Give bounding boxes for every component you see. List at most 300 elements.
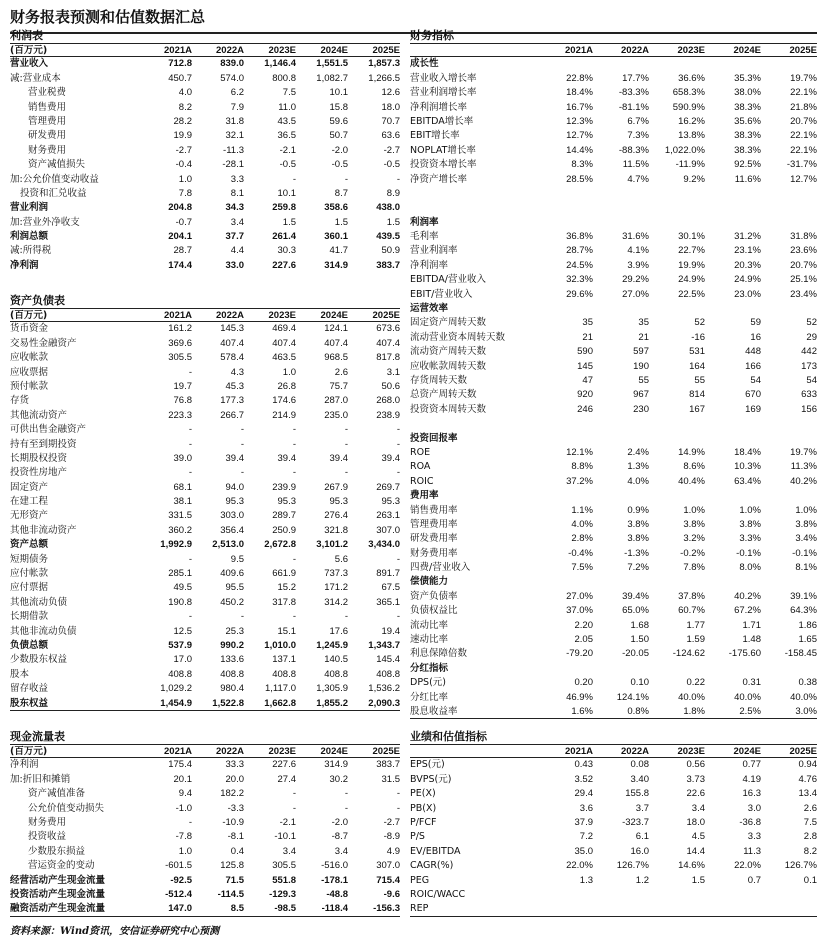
row-value bbox=[537, 489, 593, 503]
header-unit-label bbox=[410, 44, 537, 56]
header-year: 2024E bbox=[320, 310, 348, 321]
row-label: 应付帐款 bbox=[10, 568, 49, 580]
header-year: 2022A bbox=[621, 746, 649, 757]
row-value: 11.0 bbox=[278, 101, 296, 113]
row-value: 2.6 bbox=[803, 802, 817, 814]
row-label: 股息收益率 bbox=[410, 705, 458, 717]
row-label: EBIT增长率 bbox=[410, 130, 460, 142]
row-value: 67.5 bbox=[381, 582, 400, 594]
row-value: 164 bbox=[689, 360, 705, 372]
row-value: 314.9 bbox=[324, 259, 348, 271]
row-value bbox=[649, 902, 705, 915]
row-value bbox=[649, 216, 705, 230]
row-label: 营运资金的变动 bbox=[28, 860, 95, 872]
row-value: 11.5% bbox=[622, 159, 649, 171]
row-value: 0.08 bbox=[630, 759, 649, 771]
row-value: -114.5 bbox=[217, 888, 244, 900]
header-year: 2025E bbox=[789, 746, 817, 757]
table-row bbox=[410, 662, 817, 676]
row-value: - bbox=[396, 788, 400, 800]
row-value: 4.3 bbox=[230, 366, 244, 378]
table-row bbox=[10, 394, 400, 408]
row-value: 174.6 bbox=[272, 395, 296, 407]
row-label: 股本 bbox=[10, 668, 30, 680]
row-value: 12.6 bbox=[381, 87, 400, 99]
row-value: 41.7 bbox=[329, 245, 348, 257]
row-value: 407.4 bbox=[376, 337, 400, 349]
row-value: -3.3 bbox=[227, 802, 244, 814]
row-label: 负债总额 bbox=[10, 639, 49, 651]
header-year: 2021A bbox=[565, 746, 593, 757]
row-value: 60.7% bbox=[678, 605, 705, 617]
row-value: 658.3% bbox=[672, 87, 705, 99]
row-value: 4.4 bbox=[230, 245, 244, 257]
table-row bbox=[10, 144, 400, 158]
table-row bbox=[10, 409, 400, 423]
row-value: 22.1% bbox=[790, 87, 817, 99]
row-value: - bbox=[344, 438, 348, 450]
row-label: 分红比率 bbox=[410, 691, 449, 703]
row-value: 737.3 bbox=[324, 568, 348, 580]
row-label: 毛利率 bbox=[410, 231, 439, 243]
row-value: - bbox=[188, 553, 192, 565]
row-value: 305.5 bbox=[168, 352, 192, 364]
row-value bbox=[705, 902, 761, 915]
row-label: 流动营业资本周转天数 bbox=[410, 331, 506, 343]
row-value: 29.6% bbox=[566, 288, 593, 300]
row-label: 其他非流动资产 bbox=[10, 524, 77, 536]
row-value: 28.7 bbox=[173, 245, 192, 257]
row-value bbox=[537, 575, 593, 589]
row-value: 169 bbox=[745, 403, 761, 415]
row-value: -8.7 bbox=[331, 831, 348, 843]
row-value: 155.8 bbox=[625, 788, 649, 800]
row-value: 59.6 bbox=[329, 115, 348, 127]
row-label: 营业利润 bbox=[10, 202, 49, 214]
row-value: -11.9% bbox=[675, 159, 705, 171]
row-label: 管理费用率 bbox=[410, 518, 458, 530]
table-row bbox=[10, 187, 400, 201]
row-value: 20.1 bbox=[173, 773, 192, 785]
row-value: 12.1% bbox=[566, 446, 593, 458]
table-row bbox=[410, 859, 817, 873]
row-label: 四费/营业收入 bbox=[410, 562, 471, 574]
row-value: 22.0% bbox=[566, 860, 593, 872]
table-row bbox=[410, 201, 817, 215]
row-value: -2.7 bbox=[383, 816, 400, 828]
row-value: 12.7% bbox=[566, 130, 593, 142]
row-value: 37.7 bbox=[225, 231, 244, 243]
row-value: 37.2% bbox=[566, 475, 593, 487]
row-value bbox=[705, 216, 761, 230]
row-value bbox=[705, 888, 761, 902]
row-value: - bbox=[292, 424, 296, 436]
cashflow-title: 现金流量表 bbox=[10, 730, 65, 743]
row-value: 238.9 bbox=[376, 409, 400, 421]
row-value: -92.5 bbox=[170, 874, 192, 886]
table-row bbox=[410, 403, 817, 417]
row-value: - bbox=[344, 173, 348, 185]
row-label: 投资回报率 bbox=[410, 432, 458, 444]
row-value: - bbox=[344, 788, 348, 800]
row-value: -2.1 bbox=[279, 144, 296, 156]
header-year: 2023E bbox=[677, 746, 705, 757]
table-row bbox=[10, 668, 400, 682]
row-value: 1.5 bbox=[386, 216, 400, 228]
row-value: 268.0 bbox=[376, 395, 400, 407]
row-value: 408.8 bbox=[272, 668, 296, 680]
table-row bbox=[10, 596, 400, 610]
header-year: 2024E bbox=[320, 45, 348, 56]
table-row bbox=[10, 845, 400, 859]
row-value: 1.71 bbox=[742, 619, 761, 631]
row-value: 407.4 bbox=[324, 337, 348, 349]
row-value: 3.0% bbox=[795, 705, 817, 717]
row-label: 利润总额 bbox=[10, 231, 49, 243]
row-value: 95.3 bbox=[381, 496, 400, 508]
table-row bbox=[410, 691, 817, 705]
row-value: -98.5 bbox=[274, 903, 296, 915]
row-value: 156 bbox=[801, 403, 817, 415]
row-label: ROIC/WACC bbox=[410, 888, 466, 900]
row-value bbox=[761, 432, 817, 446]
row-value: 23.1% bbox=[734, 245, 761, 257]
row-value: 407.4 bbox=[220, 337, 244, 349]
row-value: -20.05 bbox=[622, 648, 649, 660]
row-value: 267.9 bbox=[324, 481, 348, 493]
row-value: 16 bbox=[750, 331, 761, 343]
row-value: 314.2 bbox=[324, 596, 348, 608]
row-label: PEG bbox=[410, 874, 430, 886]
row-value: -156.3 bbox=[373, 903, 400, 915]
row-value: -8.9 bbox=[383, 831, 400, 843]
header-year: 2024E bbox=[733, 746, 761, 757]
row-value bbox=[649, 57, 705, 71]
row-label: ROIC bbox=[410, 475, 434, 487]
row-value: 1.1% bbox=[571, 504, 593, 516]
row-label: ROE bbox=[410, 446, 431, 458]
row-value: 37.8% bbox=[678, 590, 705, 602]
row-value: 52 bbox=[694, 317, 705, 329]
header-year: 2024E bbox=[320, 746, 348, 757]
row-value: 32.1 bbox=[225, 130, 244, 142]
row-value bbox=[537, 302, 593, 316]
row-label: 公允价值变动损失 bbox=[28, 802, 105, 814]
header-year: 2024E bbox=[733, 45, 761, 56]
row-value bbox=[537, 216, 593, 230]
row-label: 减:所得税 bbox=[10, 245, 52, 257]
row-value bbox=[705, 489, 761, 503]
row-label: 股东权益 bbox=[10, 697, 49, 709]
row-value: 14.9% bbox=[678, 446, 705, 458]
row-label: 营业收入增长率 bbox=[410, 72, 477, 84]
row-value: 4.0% bbox=[627, 475, 649, 487]
row-value: 4.1% bbox=[627, 245, 649, 257]
row-value: 190.8 bbox=[168, 596, 192, 608]
row-value bbox=[593, 902, 649, 915]
table-row bbox=[10, 581, 400, 595]
table-row bbox=[410, 316, 817, 330]
table-row bbox=[10, 72, 400, 86]
table-row bbox=[410, 417, 817, 431]
row-value: 204.8 bbox=[168, 202, 192, 214]
row-value: 356.4 bbox=[220, 524, 244, 536]
header-unit-label: (百万元) bbox=[10, 45, 48, 56]
row-label: 资产减值损失 bbox=[28, 159, 86, 171]
row-value: -83.3% bbox=[618, 87, 649, 99]
row-value: 167 bbox=[689, 403, 705, 415]
row-value bbox=[705, 662, 761, 676]
page-title: 财务报表预测和估值数据汇总 bbox=[10, 6, 817, 34]
row-value: 65.0% bbox=[622, 605, 649, 617]
row-value: 33.3 bbox=[225, 759, 244, 771]
row-value: 7.2% bbox=[627, 562, 649, 574]
row-value: 3.3% bbox=[739, 533, 761, 545]
table-row bbox=[410, 773, 817, 787]
valuation-title: 业绩和估值指标 bbox=[410, 730, 487, 743]
row-value: -2.0 bbox=[331, 144, 348, 156]
row-value: 17.7% bbox=[622, 72, 649, 84]
row-label: 固定资产周转天数 bbox=[410, 317, 487, 329]
row-value: 1.0 bbox=[282, 366, 296, 378]
table-row bbox=[410, 518, 817, 532]
table-row bbox=[410, 57, 817, 71]
row-value: -88.3% bbox=[618, 144, 649, 156]
row-value: -178.1 bbox=[321, 874, 348, 886]
row-value: 2.8% bbox=[571, 533, 593, 545]
row-value: 95.3 bbox=[329, 496, 348, 508]
row-value: 7.5% bbox=[571, 562, 593, 574]
table-row bbox=[10, 129, 400, 143]
row-label: 投资和汇兑收益 bbox=[20, 187, 87, 199]
row-label: CAGR(%) bbox=[410, 860, 454, 872]
row-value: 124.1% bbox=[616, 691, 649, 703]
row-value: 19.7 bbox=[173, 380, 192, 392]
row-value: 16.7% bbox=[566, 101, 593, 113]
row-value: 7.5 bbox=[803, 816, 817, 828]
row-value: 2.4% bbox=[627, 446, 649, 458]
table-row bbox=[10, 830, 400, 844]
row-label: 持有至到期投资 bbox=[10, 438, 77, 450]
row-value: 307.0 bbox=[376, 860, 400, 872]
row-value: 239.9 bbox=[272, 481, 296, 493]
row-value: 314.9 bbox=[324, 759, 348, 771]
row-value: 126.7% bbox=[784, 860, 817, 872]
row-value: 968.5 bbox=[324, 352, 348, 364]
table-row bbox=[10, 682, 400, 696]
row-value: 40.2% bbox=[734, 590, 761, 602]
row-value: 450.2 bbox=[220, 596, 244, 608]
row-value bbox=[593, 187, 649, 201]
row-value: 661.9 bbox=[272, 568, 296, 580]
row-value: 4.76 bbox=[798, 773, 817, 785]
table-row bbox=[10, 538, 400, 552]
row-value: 2.20 bbox=[574, 619, 593, 631]
row-label: BVPS(元) bbox=[410, 773, 452, 785]
row-value: 26.8 bbox=[277, 380, 296, 392]
indicators-rows bbox=[410, 57, 817, 719]
row-value: 0.4 bbox=[230, 845, 244, 857]
row-label: 营业利润率 bbox=[410, 245, 458, 257]
row-value: 3.3 bbox=[230, 173, 244, 185]
row-label: 资产负债率 bbox=[410, 590, 458, 602]
row-value: 38.3% bbox=[734, 130, 761, 142]
row-value: 67.2% bbox=[734, 605, 761, 617]
row-value: 21 bbox=[582, 331, 593, 343]
row-value: -0.4% bbox=[568, 547, 593, 559]
row-value: - bbox=[292, 788, 296, 800]
table-row bbox=[10, 466, 400, 480]
row-label: 财务费用 bbox=[28, 144, 67, 156]
row-value: 1,029.2 bbox=[160, 683, 192, 695]
row-value: -118.4 bbox=[321, 903, 348, 915]
row-value: 10.1 bbox=[329, 87, 348, 99]
row-label: 固定资产 bbox=[10, 481, 49, 493]
row-value bbox=[705, 432, 761, 446]
row-value: 597 bbox=[633, 346, 649, 358]
row-value: 17.6 bbox=[329, 625, 348, 637]
table-row bbox=[10, 259, 400, 273]
row-value: 24.5% bbox=[566, 259, 593, 271]
row-value: - bbox=[396, 424, 400, 436]
table-row bbox=[10, 874, 400, 888]
header-year: 2022A bbox=[216, 746, 244, 757]
table-row bbox=[410, 547, 817, 561]
row-value: 439.5 bbox=[376, 231, 400, 243]
row-value: 365.1 bbox=[376, 596, 400, 608]
row-value: - bbox=[292, 611, 296, 623]
row-label: 净利润 bbox=[10, 759, 39, 771]
row-value: 173 bbox=[801, 360, 817, 372]
table-row bbox=[10, 567, 400, 581]
table-row bbox=[410, 874, 817, 888]
row-value bbox=[761, 216, 817, 230]
table-row bbox=[410, 705, 817, 719]
row-value: -601.5 bbox=[165, 860, 192, 872]
valuation-rows bbox=[410, 758, 817, 916]
table-row bbox=[410, 244, 817, 258]
header-year: 2022A bbox=[621, 45, 649, 56]
row-value: 18.0 bbox=[381, 101, 400, 113]
row-value: 45.3 bbox=[225, 380, 244, 392]
table-row bbox=[10, 859, 400, 873]
row-value bbox=[705, 201, 761, 215]
table-row bbox=[410, 888, 817, 902]
row-value: 408.8 bbox=[220, 668, 244, 680]
row-label: 资产减值准备 bbox=[28, 788, 86, 800]
row-value: 8.9 bbox=[386, 187, 400, 199]
row-label: 偿债能力 bbox=[410, 576, 449, 588]
row-value: 37.9 bbox=[574, 816, 593, 828]
row-value: 28.2 bbox=[173, 115, 192, 127]
row-value: 39.0 bbox=[173, 452, 192, 464]
row-value: 1.8% bbox=[683, 705, 705, 717]
row-value: 1.0 bbox=[178, 845, 192, 857]
row-value: 6.2 bbox=[230, 87, 244, 99]
row-value: 54 bbox=[806, 374, 817, 386]
row-value: 2.05 bbox=[574, 634, 593, 646]
row-label: 无形资产 bbox=[10, 510, 49, 522]
row-value bbox=[649, 187, 705, 201]
row-value: -0.5 bbox=[383, 159, 400, 171]
table-row bbox=[410, 475, 817, 489]
row-value: -10.1 bbox=[274, 831, 296, 843]
row-value: 3.4 bbox=[230, 216, 244, 228]
row-value: 94.0 bbox=[225, 481, 244, 493]
row-label: 总资产周转天数 bbox=[410, 389, 477, 401]
row-value: 578.4 bbox=[220, 352, 244, 364]
row-value: - bbox=[240, 424, 244, 436]
row-value: 76.8 bbox=[173, 395, 192, 407]
row-value: 6.1 bbox=[635, 831, 649, 843]
row-value: 1.3 bbox=[579, 874, 593, 886]
row-value bbox=[593, 417, 649, 431]
row-value: 0.38 bbox=[798, 677, 817, 689]
row-value: 266.7 bbox=[220, 409, 244, 421]
header-year: 2023E bbox=[268, 310, 296, 321]
row-label: ROA bbox=[410, 461, 431, 473]
row-value: 10.1 bbox=[277, 187, 296, 199]
row-label: NOPLAT增长率 bbox=[410, 144, 476, 156]
table-row bbox=[10, 101, 400, 115]
row-label: 少数股东权益 bbox=[10, 654, 68, 666]
row-value: 9.2% bbox=[683, 173, 705, 185]
row-value: 182.2 bbox=[220, 788, 244, 800]
row-value bbox=[761, 902, 817, 915]
table-row bbox=[10, 773, 400, 787]
row-value bbox=[649, 302, 705, 316]
row-value: 967 bbox=[633, 389, 649, 401]
table-row bbox=[410, 816, 817, 830]
row-value: -1.0 bbox=[175, 802, 192, 814]
row-label: 研发费用率 bbox=[410, 533, 458, 545]
row-value: 14.4% bbox=[566, 144, 593, 156]
row-value: 22.0% bbox=[734, 860, 761, 872]
row-value: -48.8 bbox=[326, 888, 348, 900]
row-value bbox=[649, 662, 705, 676]
row-value: 174.4 bbox=[168, 259, 192, 271]
row-label: 费用率 bbox=[410, 490, 439, 502]
row-value: 1.2 bbox=[635, 874, 649, 886]
row-value: -8.1 bbox=[227, 831, 244, 843]
row-value: 673.6 bbox=[376, 323, 400, 335]
row-label: 加:折旧和摊销 bbox=[10, 773, 71, 785]
row-value bbox=[537, 187, 593, 201]
table-row bbox=[10, 158, 400, 172]
row-value: 1.6% bbox=[571, 705, 593, 717]
row-value: 7.8 bbox=[178, 187, 192, 199]
row-value: 1.0% bbox=[795, 504, 817, 516]
row-value: 303.0 bbox=[220, 510, 244, 522]
table-row bbox=[410, 758, 817, 772]
row-value bbox=[761, 57, 817, 71]
row-value: 1.48 bbox=[742, 634, 761, 646]
row-value: 24.9% bbox=[734, 274, 761, 286]
row-value: 920 bbox=[577, 389, 593, 401]
row-value: 3.8% bbox=[683, 518, 705, 530]
row-value: 8.0% bbox=[739, 562, 761, 574]
row-value: - bbox=[188, 467, 192, 479]
row-value: 25.1% bbox=[790, 274, 817, 286]
row-value: 22.7% bbox=[678, 245, 705, 257]
row-value: 126.7% bbox=[616, 860, 649, 872]
row-label: 利润率 bbox=[410, 216, 439, 228]
row-label: PE(X) bbox=[410, 788, 436, 800]
row-value: 31.8 bbox=[225, 115, 244, 127]
row-value: 3.4 bbox=[282, 845, 296, 857]
row-value: -81.1% bbox=[618, 101, 649, 113]
row-label: 管理费用 bbox=[28, 115, 67, 127]
